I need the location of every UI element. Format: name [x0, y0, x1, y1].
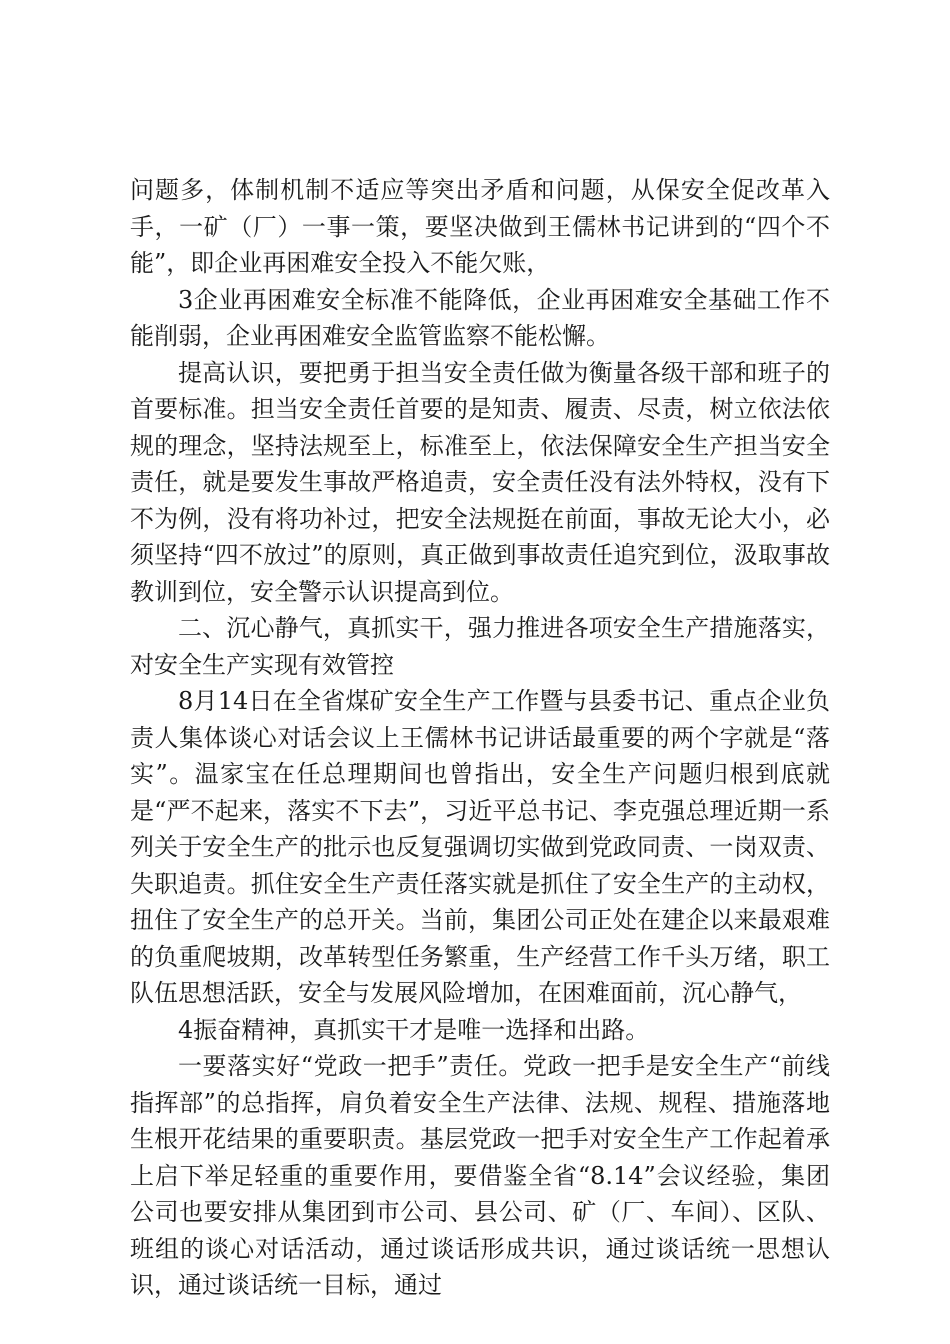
- paragraph-3: 提高认识，要把勇于担当安全责任做为衡量各级干部和班子的首要标准。担当安全责任首要的是知责、履责、尽责，树立依法依规的理念，坚持法规至上，标准至上，依法保障安全生产担当安全责任，就是要发生事故严格追责，安全责任没有法外特权，没有下不为例，没有将功补过，把安全法规挺在前面，事故无论大小，必须坚持“四不放过”的原则，真正做到事故责任追究到位，汲取事故教训到位，安全警示认识提高到位。: [130, 358, 830, 606]
- paragraph-6: 一要落实好“党政一把手”责任。党政一把手是安全生产“前线指挥部”的总指挥，肩负着安全生产法律、法规、规程、措施落地生根开花结果的重要职责。基层党政一把手对安全生产工作起着承上启下举足轻重的重要作用，要借鉴全省“8.14”会议经验，集团公司也要安排从集团到市公司、县公司、矿（厂、车间）、区队、班组的谈心对话活动，通过谈话形成共识，通过谈话统一思想认识，通过谈话统一目标，通过: [130, 1052, 830, 1299]
- paragraph-1: 问题多，体制机制不适应等突出矛盾和问题，从保安全促改革入手，一矿（厂）一事一策，要坚决做到王儒林书记讲到的“四个不能”，即企业再困难安全投入不能欠账，: [130, 176, 830, 277]
- paragraph-2: 3企业再困难安全标准不能降低，企业再困难安全基础工作不能削弱，企业再困难安全监管监察不能松懈。: [130, 285, 830, 350]
- document-body: [130, 172, 830, 1304]
- paragraph-4: 8月14日在全省煤矿安全生产工作暨与县委书记、重点企业负责人集体谈心对话会议上王儒林书记讲话最重要的两个字就是“落实”。温家宝在任总理期间也曾指出，安全生产问题归根到底就是“严不起来，落实不下去”，习近平总书记、李克强总理近期一系列关于安全生产的批示也反复强调切实做到党政同责、一岗双责、失职追责。抓住安全生产责任落实就是抓住了安全生产的主动权，扭住了安全生产的总开关。当前，集团公司正处在建企以来最艰难的负重爬坡期，改革转型任务繁重，生产经营工作千头万绪，职工队伍思想活跃，安全与发展风险增加，在困难面前，沉心静气，: [130, 687, 830, 1007]
- section-heading-2: 二、沉心静气，真抓实干，强力推进各项安全生产措施落实，对安全生产实现有效管控: [130, 614, 830, 679]
- paragraph-5: 4振奋精神，真抓实干才是唯一选择和出路。: [178, 1015, 650, 1044]
